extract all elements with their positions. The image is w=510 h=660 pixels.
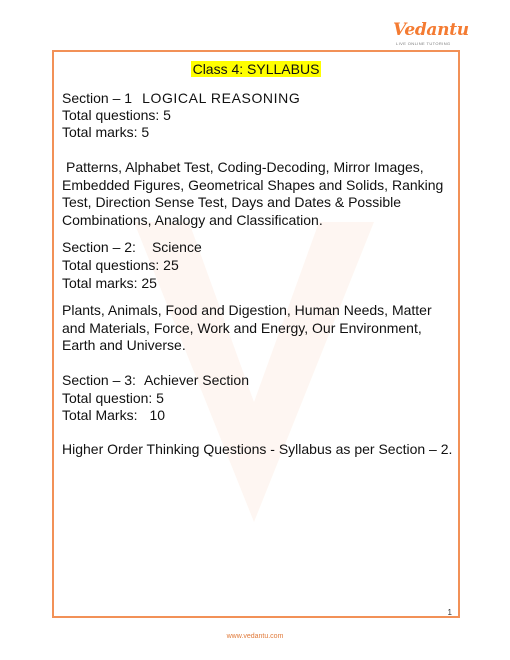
page-frame <box>52 50 460 618</box>
section-1-heading <box>62 90 300 107</box>
section-3-heading <box>62 372 249 389</box>
section-2-description: Plants, Animals, Food and Digestion, Human Needs, Matter and Materials, Force, Work and Energy, Our Environment, Earth and Universe. <box>62 302 432 353</box>
section-1-name: LOGICAL REASONING <box>142 90 301 106</box>
section-1-questions: Total questions: 5 <box>62 107 171 123</box>
section-2-label: Section – 2: <box>62 239 136 255</box>
section-3-questions: Total question: 5 <box>62 390 164 406</box>
section-2-questions: Total questions: 25 <box>62 257 179 273</box>
vedantu-logo <box>393 20 469 46</box>
page-number: 1 <box>447 608 452 617</box>
section-3-description: Higher Order Thinking Questions - Syllabus as per Section – 2. <box>62 441 453 457</box>
section-3-label: Section – 3: <box>62 372 136 388</box>
title-row <box>54 61 458 79</box>
section-3-marks <box>62 407 165 424</box>
footer-url: www.vedantu.com <box>226 633 284 640</box>
section-2-marks: Total marks: 25 <box>62 275 157 291</box>
section-3-marks-value: 10 <box>149 407 166 423</box>
page-title: Class 4: SYLLABUS <box>192 61 320 77</box>
logo-wordmark: Vedantu <box>393 20 469 40</box>
section-1-label: Section – 1 <box>62 90 133 106</box>
section-3-marks-label: Total Marks: <box>62 407 138 423</box>
section-1-marks: Total marks: 5 <box>62 124 150 140</box>
section-2-heading <box>62 239 202 256</box>
section-1-description: Patterns, Alphabet Test, Coding-Decoding, Mirror Images, Embedded Figures, Geometrical Shapes and Solids, Ranking Test, Direction Sense Test, Days and Dates & Possible Combinations, Analogy and Classification. <box>62 159 444 228</box>
section-2-name: Science <box>151 239 202 255</box>
section-3-name: Achiever Section <box>143 372 249 388</box>
logo-tagline: LIVE ONLINE TUTORING <box>396 41 451 46</box>
